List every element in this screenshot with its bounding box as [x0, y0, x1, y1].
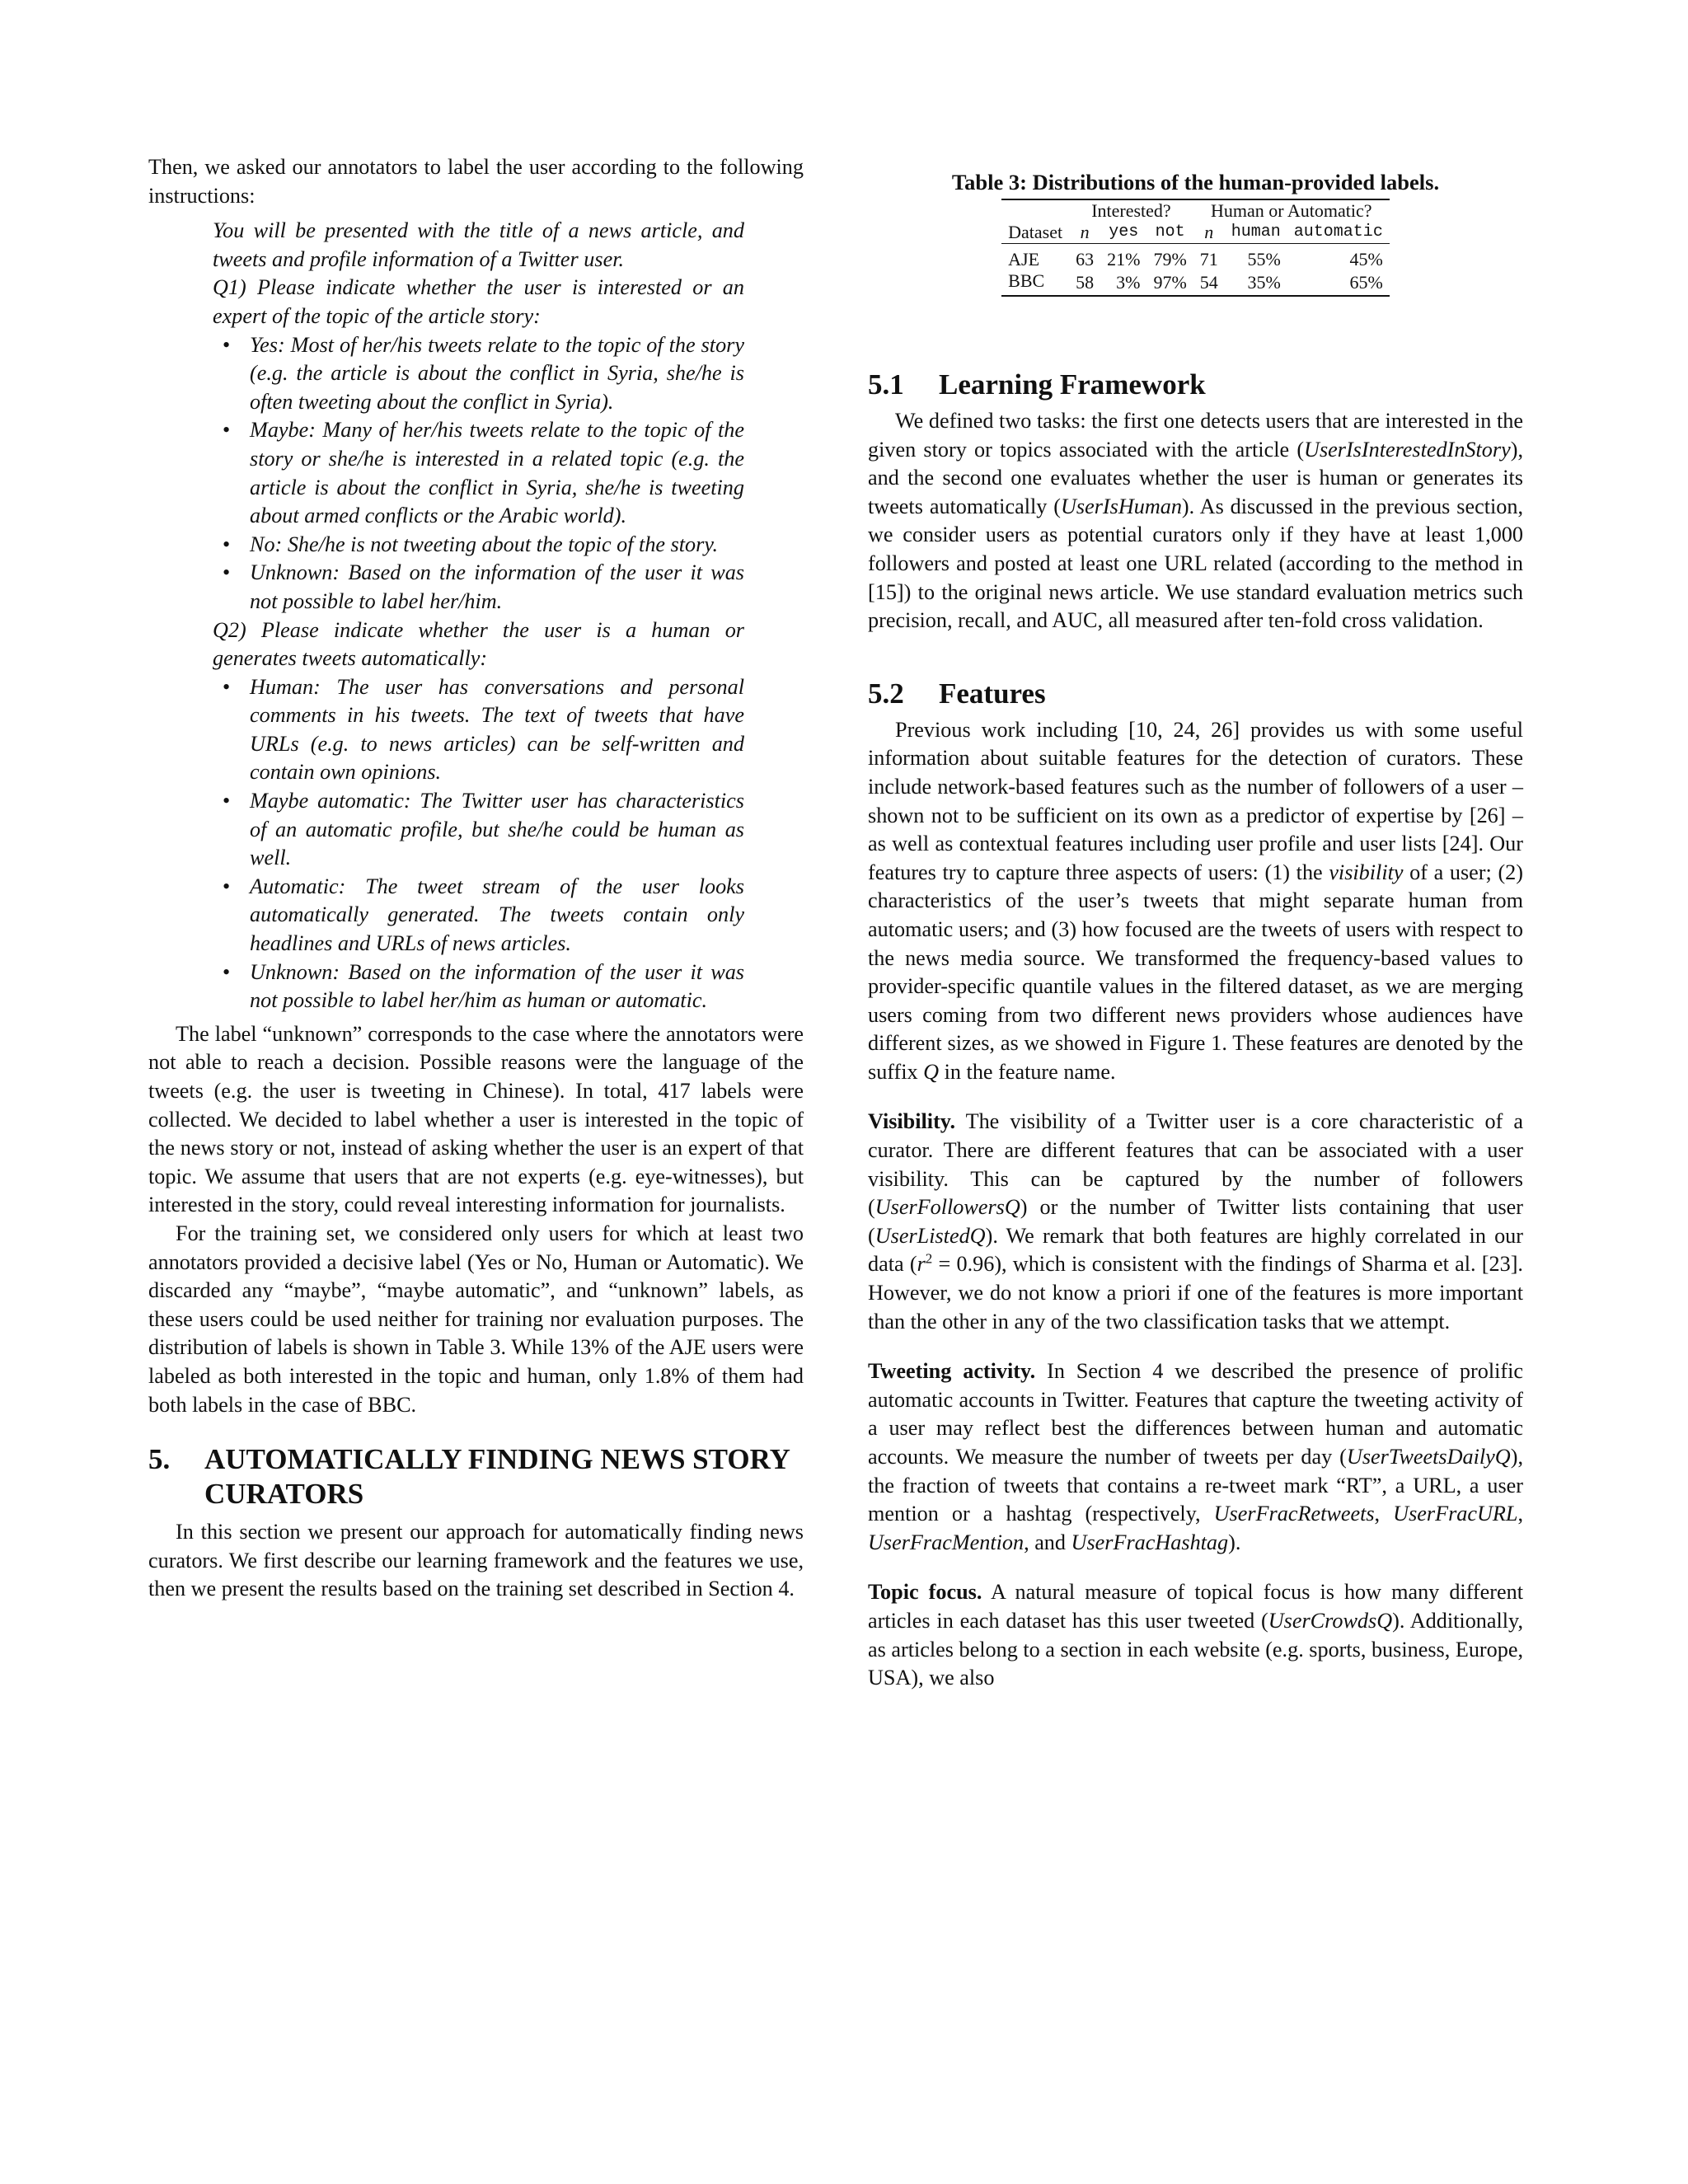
- option-maybe-automatic: • Maybe automatic: The Twitter user has characteristics of an automatic profile, but she/he could be human as well.: [250, 787, 744, 873]
- section-5-intro: In this section we present our approach for automatically finding news curators. We first describe our learning framework and the features we use, then we present the results based on the training set described in Section 4.: [148, 1520, 804, 1601]
- section-5-title: AUTOMATICALLY FINDING NEWS STORY CURATORS: [204, 1443, 790, 1511]
- instructions-intro: Then, we asked our annotators to label the user according to the following instructions:: [148, 155, 804, 208]
- section-5-1-text: We defined two tasks: the first one detects users that are interested in the given story or topics associated with the article (UserIsInterestedInStory), and the second one evaluates whether the user is human or generates its tweets automatically (UserIsHuman). As discussed in the previous section, we consider users as potential curators only if they have at least 1,000 followers and posted at least one URL related (according to the method in [15]) to the original news article. We use standard evaluation metrics such precision, recall, and AUC, all measured after ten-fold cross validation.: [868, 409, 1523, 633]
- section-5-2-heading: [868, 677, 1523, 711]
- cell-human: 55%: [1247, 249, 1281, 269]
- option-yes: • Yes: Most of her/his tweets relate to the topic of the story (e.g. the article is about the conflict in Syria, she/he is often tweeting about the conflict in Syria).: [250, 331, 744, 417]
- cell-n: 58: [1069, 270, 1100, 296]
- cell-dataset: AJE: [1008, 249, 1040, 269]
- section-5-1-heading: [868, 368, 1523, 402]
- section-5-1-number: 5.1: [868, 368, 904, 401]
- section-5-number: 5.: [148, 1443, 171, 1476]
- question-1: Q1) Please indicate whether the user is interested or an expert of the topic of the article story:: [213, 275, 744, 328]
- tweeting-activity-heading: Tweeting activity.: [868, 1359, 1036, 1384]
- group-human-automatic: Human or Automatic?: [1193, 199, 1390, 222]
- cell-automatic: 45%: [1349, 249, 1383, 269]
- tweeting-activity-paragraph: Tweeting activity. In Section 4 we described the presence of prolific automatic accounts in Twitter. Features that capture the tweeting activity of a user may reflect best the differences between human and automatic accounts. We measure the number of tweets per day (UserTweetsDailyQ), the fraction of tweets that contains a re-tweet mark “RT”, a URL, a user mention or a hashtag (respectively, UserFracRetweets, UserFracURL, UserFracMention, and UserFracHashtag).: [868, 1359, 1523, 1554]
- col-n2: n: [1193, 222, 1225, 244]
- option-no: • No: She/he is not tweeting about the topic of the story.: [250, 531, 744, 560]
- table-3: [1001, 199, 1390, 297]
- option-human: • Human: The user has conversations and personal comments in his tweets. The text of tweets that have URLs (e.g. to news articles) can be self-written and contain own opinions.: [250, 673, 744, 787]
- cell-automatic: 65%: [1287, 270, 1390, 296]
- question-1-options: [213, 331, 744, 616]
- section-5-2-number: 5.2: [868, 677, 904, 710]
- question-2: Q2) Please indicate whether the user is a human or generates tweets automatically:: [213, 617, 744, 671]
- section-5-1-title: Learning Framework: [939, 368, 1206, 401]
- cell-n: 63: [1076, 249, 1095, 269]
- section-5-2-title: Features: [939, 677, 1046, 710]
- table-group-header: [1001, 199, 1390, 222]
- option-unknown-2: • Unknown: Based on the information of the user it was not possible to label her/him as human or automatic.: [250, 958, 744, 1015]
- section-5-heading: [148, 1442, 804, 1511]
- option-unknown: • Unknown: Based on the information of the user it was not possible to label her/him.: [250, 559, 744, 616]
- group-interested: Interested?: [1069, 199, 1193, 222]
- cell-n2: 54: [1193, 270, 1225, 296]
- paragraph-unknown-label: The label “unknown” corresponds to the case where the annotators were not able to reach a decision. Possible reasons were the language of the tweets (e.g. the user is tweeting in Chinese). In total, 417 labels were collected. We decided to label whether a user is interested in the topic of the news story or not, instead of asking whether the user is an expert of that topic. We assume that users that are not experts (e.g. eye-witnesses), but interested in the story, could reveal interesting information for journalists.: [148, 1021, 804, 1217]
- topic-focus-heading: Topic focus.: [868, 1580, 982, 1605]
- cell-dataset: BBC: [1001, 270, 1069, 296]
- col-human: human: [1225, 222, 1287, 244]
- col-not: not: [1146, 222, 1193, 244]
- topic-focus-paragraph: Topic focus. A natural measure of topical focus is how many different articles in each dataset has this user tweeted (UserCrowdsQ). Additionally, as articles belong to a section in each website (e.g. sports, business, Europe, USA), we also: [868, 1580, 1523, 1690]
- visibility-heading: Visibility.: [868, 1109, 955, 1134]
- visibility-paragraph: Visibility. The visibility of a Twitter user is a core characteristic of a curator. There are different features that can be associated with a user visibility. This can be captured by the number of followers (UserFollowersQ) or the number of Twitter lists containing that user (UserListedQ). We remark that both features are highly correlated in our data $(r^2 = 0.96)$, which is consistent with the findings of Sharma et al. [23]. However, we do not know a priori if one of the features is more important than the other in any of the two classification tasks that we attempt.: [868, 1109, 1523, 1333]
- cell-not: 79%: [1153, 249, 1187, 269]
- table-3-caption: Table 3: Distributions of the human-provided labels.: [951, 170, 1440, 194]
- table-column-header: [1001, 222, 1390, 244]
- cell-human: 35%: [1225, 270, 1287, 296]
- instructions-preamble: You will be presented with the title of a news article, and tweets and profile information of a Twitter user.: [213, 218, 744, 271]
- option-maybe: • Maybe: Many of her/his tweets relate to the topic of the story or she/he is interested in a related topic (e.g. the article is about the conflict in Syria, she/he is tweeting about armed conflicts or the Arabic world).: [250, 416, 744, 530]
- right-column: [868, 169, 1523, 1693]
- table-row: [1001, 270, 1390, 296]
- col-automatic: automatic: [1287, 222, 1390, 244]
- col-dataset: Dataset: [1001, 222, 1069, 244]
- section-5-2-text: Previous work including [10, 24, 26] provides us with some useful information about suitable features for the detection of curators. These include network-based features such as the number of followers of a user – shown not to be sufficient on its own as a predictor of expertise by [26] – as well as contextual features including user profile and user lists [24]. Our features try to capture three aspects of users: (1) the visibility of a user; (2) characteristics of the user’s tweets that might separate human from automatic users; and (3) how focused are the tweets of users with respect to the news media source. We transformed the frequency-based values to provider-specific quantile values in the filtered dataset, as we are merging users coming from two different news providers whose audiences have different sizes, as we showed in Figure 1. These features are denoted by the suffix Q in the feature name.: [868, 717, 1523, 1084]
- question-2-options: [213, 673, 744, 1015]
- option-automatic: • Automatic: The tweet stream of the user looks automatically generated. The tweets contain only headlines and URLs of news articles.: [250, 873, 744, 958]
- cell-n2: 71: [1199, 249, 1218, 269]
- annotator-instructions: [213, 217, 744, 1015]
- left-column: [148, 153, 804, 1604]
- col-yes: yes: [1100, 222, 1146, 244]
- col-n: n: [1069, 222, 1100, 244]
- table-row: [1001, 244, 1390, 271]
- cell-yes: 21%: [1107, 249, 1141, 269]
- cell-yes: 3%: [1100, 270, 1146, 296]
- cell-not: 97%: [1146, 270, 1193, 296]
- paragraph-training-set: For the training set, we considered only users for which at least two annotators provided a decisive label (Yes or No, Human or Automatic). We discarded any “maybe”, “maybe automatic”, and “unknown” labels, as these users could be used neither for training nor evaluation purposes. The distribution of labels is shown in Table 3. While 13% of the AJE users were labeled as both interested in the topic and human, only 1.8% of them had both labels in the case of BBC.: [148, 1221, 804, 1417]
